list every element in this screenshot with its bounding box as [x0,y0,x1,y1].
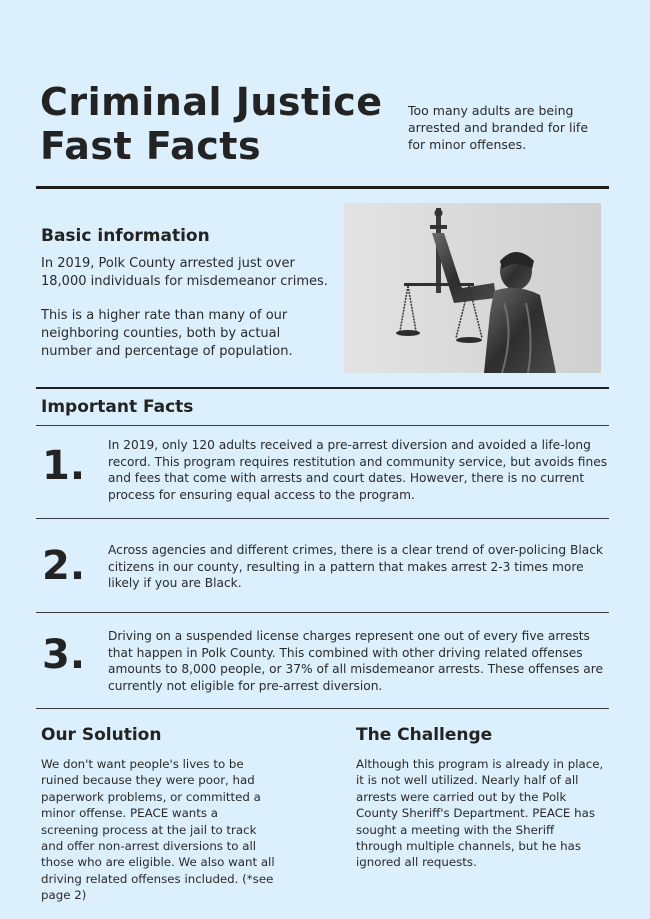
intro-text: Too many adults are being arrested and branded for life for minor offenses. [408,103,589,152]
fact-3-number: 3. [42,632,86,678]
important-facts-heading: Important Facts [41,397,194,417]
divider-fact-2-top [36,518,609,519]
fact-1-text: In 2019, only 120 adults received a pre-arrest diversion and avoided a life-long record. This program requires restitution and community service, but avoids fines and fees that come with arrests and court dates. However, there is no current process for ensuring equal access to the program. [108,438,608,502]
divider-fact-1-top [36,425,609,426]
title-line-1: Criminal Justice [40,80,383,124]
lady-justice-photo [344,203,601,373]
our-solution-heading: Our Solution [41,725,162,745]
divider-bottom [36,708,609,709]
basic-info-paragraph-2: This is a higher rate than many of our neighboring counties, both by actual number and percentage of population. [41,308,293,359]
divider-fact-3-top [36,612,609,613]
challenge-heading: The Challenge [356,725,493,745]
page-title [40,80,383,168]
fact-3-text: Driving on a suspended license charges represent one out of every five arrests that happen in Polk County. This combined with other driving related offenses amounts to 8,000 people, or 37% of all misdemeanor arrests. These offenses are currently not eligible for pre-arrest diversion. [108,629,603,693]
basic-info-heading: Basic information [41,226,210,246]
divider-basic-facts [36,387,609,389]
divider-top [36,186,609,189]
fact-1-number: 1. [42,443,86,489]
challenge-text: Although this program is already in place, it is not well utilized. Nearly half of all arrests were carried out by the Polk County Sheriff's Department. PEACE has sought a meeting with the Sheriff through multiple channels, but he has ignored all requests. [356,757,604,870]
basic-info-paragraph-1: In 2019, Polk County arrested just over 18,000 individuals for misdemeanor crimes. [41,256,328,289]
fact-2-number: 2. [42,543,86,589]
fact-2-text: Across agencies and different crimes, there is a clear trend of over-policing Black citizens in our county, resulting in a pattern that makes arrest 2-3 times more likely if you are Black. [108,543,603,590]
title-line-2: Fast Facts [40,124,262,168]
our-solution-text: We don't want people's lives to be ruined because they were poor, had paperwork problems, or committed a minor offense. PEACE wants a screening process at the jail to track and offer non-arrest diversions to all those who are eligible. We also want all driving related offenses included. (*see page 2) [41,757,275,903]
